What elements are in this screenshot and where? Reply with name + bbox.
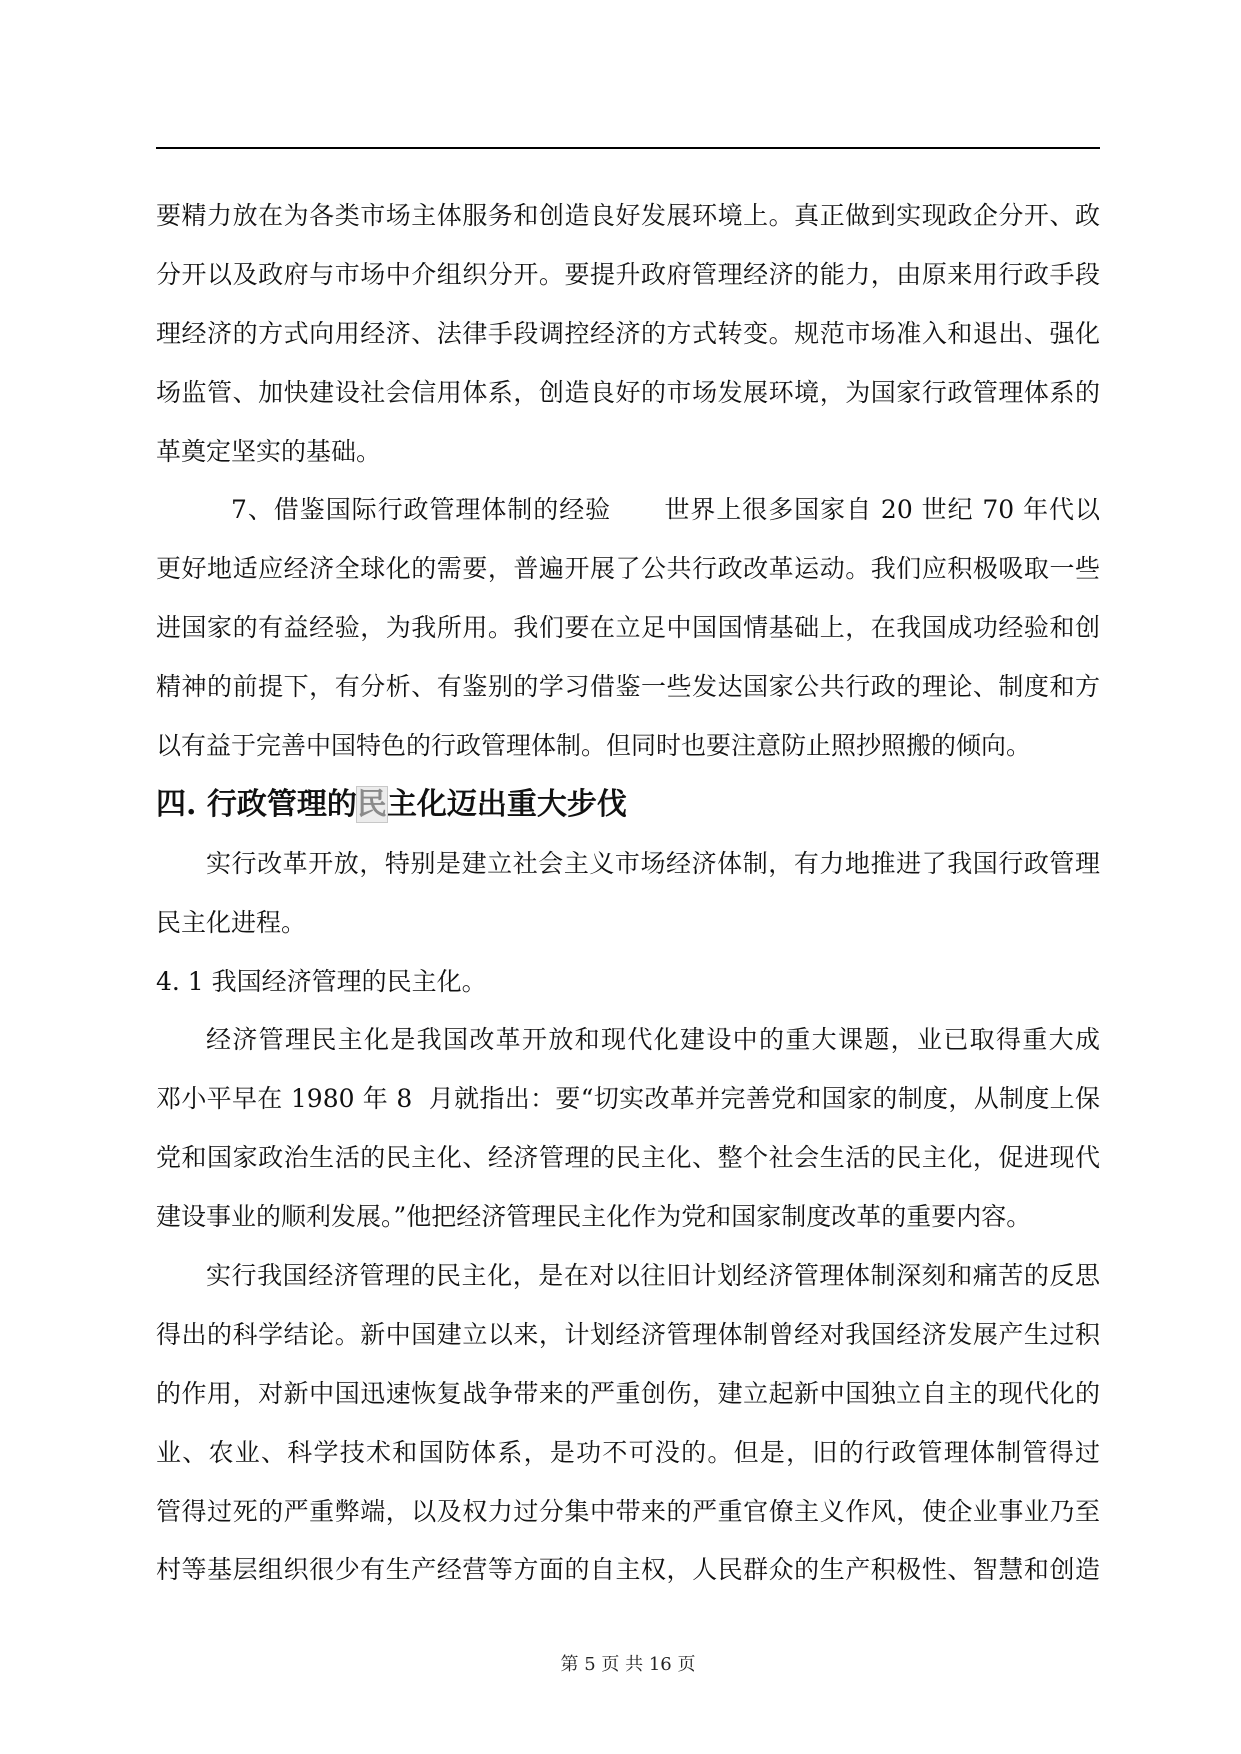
page-number-footer: 第 5 页 共 16 页: [560, 1654, 696, 1675]
text-line: 以有益于完善中国特色的行政管理体制。但同时也要注意防止照抄照搬的倾向。: [156, 731, 1032, 761]
text-line: 实行改革开放，特别是建立社会主义市场经济体制，有力地推进了我国行政管理: [206, 848, 1100, 878]
text-line: 业、农业、科学技术和国防体系，是功不可没的。但是，旧的行政管理体制管得过: [156, 1437, 1100, 1467]
document-body: [156, 187, 1100, 1600]
text-line: 更好地适应经济全球化的需要，普遍开展了公共行政改革运动。我们应积极吸取一些: [156, 554, 1100, 584]
text-line: 场监管、加快建设社会信用体系，创造良好的市场发展环境，为国家行政管理体系的: [156, 377, 1100, 407]
paragraph-3: [156, 835, 1100, 953]
text-line: 建设事业的顺利发展。”他把经济管理民主化作为党和国家制度改革的重要内容。: [156, 1202, 1032, 1232]
paragraph-5: [156, 1247, 1100, 1600]
text-line: 经济管理民主化是我国改革开放和现代化建设中的重大课题，业已取得重大成: [206, 1025, 1100, 1055]
text-line: 7、借鉴国际行政管理体制的经验 世界上很多国家自 20 世纪 70 年代以: [231, 495, 1100, 525]
paragraph-4: [156, 1011, 1100, 1247]
text-line: 革奠定坚实的基础。: [156, 436, 382, 466]
text-line: 的作用，对新中国迅速恢复战争带来的严重创伤，建立起新中国独立自主的现代化的: [156, 1378, 1100, 1408]
section-heading: [156, 776, 1100, 835]
heading-highlighted-char: 民: [356, 786, 387, 822]
header-rule: [156, 147, 1100, 149]
heading-text-end: 主化迈出重大步伐: [386, 786, 627, 822]
paragraph-1: [156, 187, 1100, 481]
text-line: 党和国家政治生活的民主化、经济管理的民主化、整个社会生活的民主化，促进现代: [156, 1143, 1100, 1173]
text-line: 得出的科学结论。新中国建立以来，计划经济管理体制曾经对我国经济发展产生过积: [156, 1319, 1100, 1349]
text-line: 邓小平早在 1980 年 8 月就指出：要“切实改革并完善党和国家的制度，从制度上保: [156, 1084, 1100, 1114]
text-line: 进国家的有益经验，为我所用。我们要在立足中国国情基础上，在我国成功经验和创: [156, 613, 1100, 643]
text-line: 村等基层组织很少有生产经营等方面的自主权，人民群众的生产积极性、智慧和创造: [156, 1555, 1100, 1585]
text-line: 民主化进程。: [156, 907, 307, 937]
text-line: 实行我国经济管理的民主化，是在对以往旧计划经济管理体制深刻和痛苦的反思: [206, 1261, 1100, 1291]
text-line: 精神的前提下，有分析、有鉴别的学习借鉴一些发达国家公共行政的理论、制度和方: [156, 672, 1100, 702]
text-line: 理经济的方式向用经济、法律手段调控经济的方式转变。规范市场准入和退出、强化: [156, 318, 1100, 348]
text-line: 管得过死的严重弊端，以及权力过分集中带来的严重官僚主义作风，使企业事业乃至: [156, 1496, 1100, 1526]
heading-text-start: 四. 行政管理的: [156, 786, 357, 822]
text-line: 分开以及政府与市场中介组织分开。要提升政府管理经济的能力，由原来用行政手段: [156, 259, 1100, 289]
text-line: 要精力放在为各类市场主体服务和创造良好发展环境上。真正做到实现政企分开、政: [156, 201, 1100, 230]
subsection-heading: 4. 1 我国经济管理的民主化。: [156, 966, 487, 996]
paragraph-2: [156, 481, 1100, 775]
